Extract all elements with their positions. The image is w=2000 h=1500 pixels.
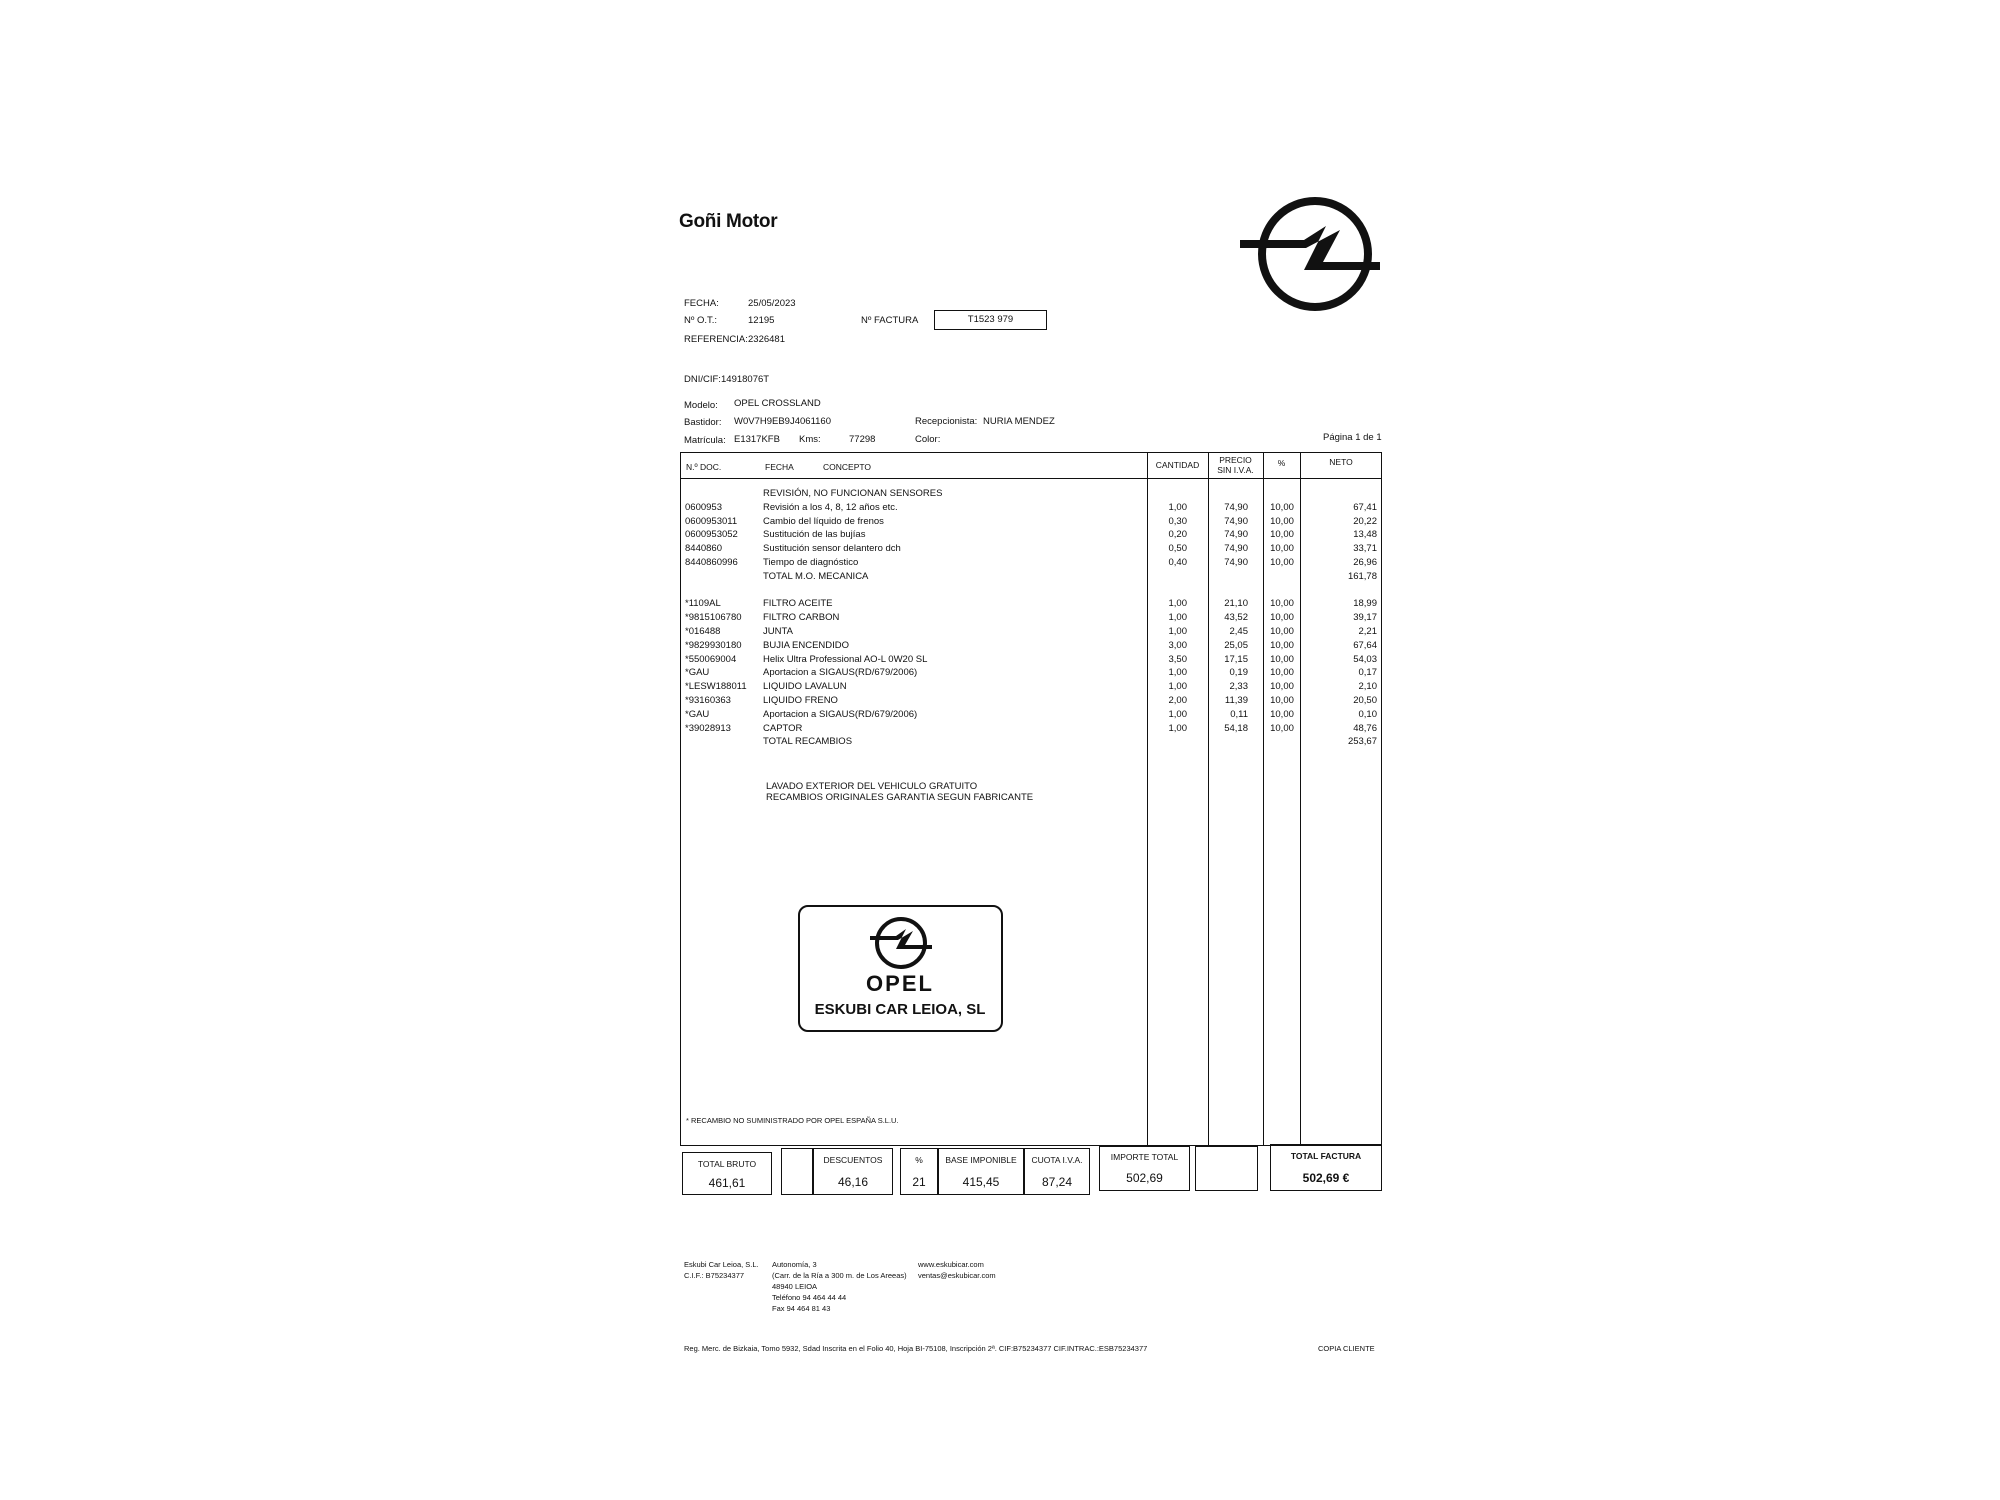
referencia-label: REFERENCIA: (684, 334, 748, 345)
row-doc: *93160363 (685, 695, 731, 706)
row-pct: 10,00 (1270, 709, 1294, 720)
ot-value: 12195 (748, 315, 775, 326)
total-bruto-label: TOTAL BRUTO (697, 1159, 757, 1169)
row-neto: 26,96 (1353, 557, 1377, 568)
row-pct: 10,00 (1270, 667, 1294, 678)
company-name: Goñi Motor (679, 211, 778, 232)
row-pct: 10,00 (1270, 598, 1294, 609)
modelo-value: OPEL CROSSLAND (734, 398, 821, 409)
row-neto: 2,21 (1358, 626, 1377, 637)
ot-label: Nº O.T.: (684, 315, 718, 326)
row-concepto: Aportacion a SIGAUS(RD/679/2006) (763, 667, 918, 678)
row-concepto: Aportacion a SIGAUS(RD/679/2006) (763, 709, 918, 720)
row-cantidad: 1,00 (1168, 681, 1187, 692)
pct-value: 21 (912, 1175, 926, 1189)
col-header-fecha: FECHA (765, 462, 794, 472)
row-cantidad: 1,00 (1168, 502, 1187, 513)
row-neto: 48,76 (1353, 723, 1377, 734)
row-cantidad: 1,00 (1168, 723, 1187, 734)
row-pct: 10,00 (1270, 640, 1294, 651)
col-header-doc: N.º DOC. (686, 462, 722, 472)
row-cantidad: 3,50 (1168, 654, 1187, 665)
row-cantidad: 2,00 (1168, 695, 1187, 706)
referencia-value: 2326481 (748, 334, 785, 345)
table-header-divider (680, 478, 1382, 479)
footnote: * RECAMBIO NO SUMINISTRADO POR OPEL ESPAÑA S.L.U. (686, 1116, 899, 1125)
row-doc: 0600953052 (685, 529, 738, 540)
row-doc: 0600953011 (685, 516, 738, 527)
row-doc: *9829930180 (685, 640, 742, 651)
row-concepto: TOTAL M.O. MECANICA (763, 571, 869, 582)
row-concepto: CAPTOR (763, 723, 803, 734)
stamp-brand: OPEL (866, 971, 934, 996)
color-label: Color: (915, 434, 941, 445)
row-concepto: BUJIA ENCENDIDO (763, 640, 850, 651)
col-header-pct: % (1277, 458, 1286, 468)
row-concepto: TOTAL RECAMBIOS (763, 736, 853, 747)
row-cantidad: 1,00 (1168, 709, 1187, 720)
row-neto: 18,99 (1353, 598, 1377, 609)
pct-label: % (915, 1155, 923, 1165)
row-concepto: Cambio del líquido de frenos (763, 516, 884, 527)
row-pct: 10,00 (1270, 543, 1294, 554)
importe-label: IMPORTE TOTAL (1110, 1152, 1179, 1162)
note-garantia: RECAMBIOS ORIGINALES GARANTIA SEGUN FABRICANTE (766, 792, 1034, 803)
row-neto: 20,22 (1353, 516, 1377, 527)
cuota-label: CUOTA I.V.A. (1031, 1155, 1083, 1165)
descuentos-value: 46,16 (837, 1175, 869, 1189)
row-doc: 8440860 (685, 543, 722, 554)
row-doc: 0600953 (685, 502, 722, 513)
row-neto: 253,67 (1347, 736, 1377, 747)
row-precio: 11,39 (1224, 695, 1248, 706)
row-pct: 10,00 (1270, 557, 1294, 568)
fecha-value: 25/05/2023 (748, 298, 796, 309)
matricula-label: Matrícula: (684, 435, 726, 446)
row-doc: *GAU (685, 667, 710, 678)
row-cantidad: 1,00 (1168, 667, 1187, 678)
bastidor-value: W0V7H9EB9J4061160 (734, 416, 831, 427)
recepcionista-value: NURIA MENDEZ (983, 416, 1055, 427)
row-cantidad: 0,20 (1168, 529, 1187, 540)
row-precio: 43,52 (1224, 612, 1248, 623)
cuota-value: 87,24 (1041, 1175, 1073, 1189)
row-neto: 39,17 (1353, 612, 1377, 623)
blank-box (781, 1148, 813, 1195)
footer-phone: Teléfono 94 464 44 44 (772, 1293, 847, 1302)
row-doc: *016488 (685, 626, 721, 637)
blank-box-2 (1195, 1146, 1258, 1191)
row-precio: 0,19 (1229, 667, 1248, 678)
row-concepto: LIQUIDO FRENO (763, 695, 838, 706)
row-precio: 21,10 (1224, 598, 1248, 609)
row-concepto: Sustitución sensor delantero dch (763, 543, 901, 554)
col-header-precio-1: PRECIO (1219, 455, 1252, 465)
row-concepto: Tiempo de diagnóstico (763, 557, 859, 568)
row-precio: 74,90 (1224, 529, 1248, 540)
row-concepto: JUNTA (763, 626, 793, 637)
row-precio: 2,45 (1229, 626, 1248, 637)
row-concepto: LIQUIDO LAVALUN (763, 681, 847, 692)
opel-stamp-logo-icon (868, 913, 934, 973)
row-doc: *1109AL (685, 598, 721, 609)
modelo-label: Modelo: (684, 400, 718, 411)
row-cantidad: 1,00 (1168, 598, 1187, 609)
page-number: Página 1 de 1 (1323, 432, 1382, 443)
row-neto: 33,71 (1353, 543, 1377, 554)
row-pct: 10,00 (1270, 516, 1294, 527)
row-concepto: Revisión a los 4, 8, 12 años etc. (763, 502, 898, 513)
opel-logo-icon (1240, 193, 1380, 315)
row-pct: 10,00 (1270, 695, 1294, 706)
row-concepto: REVISIÓN, NO FUNCIONAN SENSORES (763, 488, 943, 499)
row-neto: 54,03 (1353, 654, 1377, 665)
base-value: 415,45 (962, 1175, 1000, 1189)
row-cantidad: 0,30 (1168, 516, 1187, 527)
row-neto: 2,10 (1358, 681, 1377, 692)
row-doc: *39028913 (685, 723, 731, 734)
row-neto: 0,17 (1358, 667, 1377, 678)
row-precio: 74,90 (1224, 516, 1248, 527)
row-precio: 54,18 (1224, 723, 1248, 734)
row-precio: 17,15 (1224, 654, 1248, 665)
col-header-cantidad: CANTIDAD (1155, 460, 1200, 470)
total-factura-value: 502,69 € (1302, 1171, 1350, 1185)
row-pct: 10,00 (1270, 502, 1294, 513)
footer-address-1: Autonomía, 3 (772, 1260, 817, 1269)
footer-fax: Fax 94 464 81 43 (772, 1304, 831, 1313)
row-neto: 0,10 (1358, 709, 1377, 720)
footer-web[interactable]: www.eskubicar.com (918, 1260, 984, 1269)
row-cantidad: 1,00 (1168, 626, 1187, 637)
row-neto: 20,50 (1353, 695, 1377, 706)
row-doc: *550069004 (685, 654, 737, 665)
dealer-stamp (798, 905, 1003, 1032)
footer-address-3: 48940 LEIOA (772, 1282, 818, 1291)
kms-label: Kms: (799, 434, 821, 445)
row-pct: 10,00 (1270, 723, 1294, 734)
importe-value: 502,69 (1126, 1171, 1163, 1185)
row-neto: 67,64 (1353, 640, 1377, 651)
total-factura-label: TOTAL FACTURA (1290, 1151, 1362, 1161)
row-pct: 10,00 (1270, 654, 1294, 665)
row-doc: 8440860996 (685, 557, 738, 568)
col-header-neto: NETO (1329, 457, 1353, 467)
row-pct: 10,00 (1270, 612, 1294, 623)
row-neto: 161,78 (1347, 571, 1377, 582)
footer-email[interactable]: ventas@eskubicar.com (918, 1271, 996, 1280)
note-lavado: LAVADO EXTERIOR DEL VEHICULO GRATUITO (766, 781, 978, 792)
total-bruto-value: 461,61 (708, 1176, 746, 1190)
kms-value: 77298 (849, 434, 876, 445)
row-concepto: FILTRO CARBON (763, 612, 840, 623)
row-doc: *LESW188011 (685, 681, 747, 692)
footer-copy-label: COPIA CLIENTE (1318, 1344, 1375, 1353)
row-precio: 0,11 (1230, 709, 1248, 720)
row-concepto: Helix Ultra Professional AO-L 0W20 SL (763, 654, 928, 665)
footer-company: Eskubi Car Leioa, S.L. (684, 1260, 759, 1269)
row-pct: 10,00 (1270, 681, 1294, 692)
row-precio: 74,90 (1224, 543, 1248, 554)
footer-registry: Reg. Merc. de Bizkaia, Tomo 5932, Sdad Inscrita en el Folio 40, Hoja BI-75108, Inscripción 2ª. CIF:B75234377 CIF.INTRAC.:ESB75234377 (684, 1344, 1148, 1353)
row-precio: 74,90 (1224, 557, 1248, 568)
row-cantidad: 3,00 (1168, 640, 1187, 651)
col-header-precio-2: SIN I.V.A. (1217, 465, 1254, 475)
row-precio: 74,90 (1224, 502, 1248, 513)
row-concepto: Sustitución de las bujías (763, 529, 866, 540)
row-neto: 67,41 (1353, 502, 1377, 513)
row-precio: 25,05 (1224, 640, 1248, 651)
row-doc: *9815106780 (685, 612, 742, 623)
row-cantidad: 0,50 (1168, 543, 1187, 554)
row-doc: *GAU (685, 709, 710, 720)
factura-label: Nº FACTURA (861, 315, 919, 326)
bastidor-label: Bastidor: (684, 417, 722, 428)
row-precio: 2,33 (1229, 681, 1248, 692)
row-pct: 10,00 (1270, 626, 1294, 637)
recepcionista-label: Recepcionista: (915, 416, 978, 427)
fecha-label: FECHA: (684, 298, 719, 309)
descuentos-label: DESCUENTOS (823, 1155, 883, 1165)
dni-label: DNI/CIF: (684, 374, 721, 385)
footer-cif: C.I.F.: B75234377 (684, 1271, 745, 1280)
base-label: BASE IMPONIBLE (945, 1155, 1017, 1165)
row-neto: 13,48 (1353, 529, 1377, 540)
dni-value: 14918076T (721, 374, 770, 385)
row-pct: 10,00 (1270, 529, 1294, 540)
matricula-value: E1317KFB (734, 434, 780, 445)
row-concepto: FILTRO ACEITE (763, 598, 833, 609)
col-header-concepto: CONCEPTO (823, 462, 872, 472)
row-cantidad: 1,00 (1168, 612, 1187, 623)
row-cantidad: 0,40 (1168, 557, 1187, 568)
footer-address-2: (Carr. de la Ría a 300 m. de Los Areeas) (772, 1271, 907, 1280)
factura-number: T1523 979 (934, 310, 1047, 330)
stamp-dealer: ESKUBI CAR LEIOA, SL (814, 1001, 986, 1018)
